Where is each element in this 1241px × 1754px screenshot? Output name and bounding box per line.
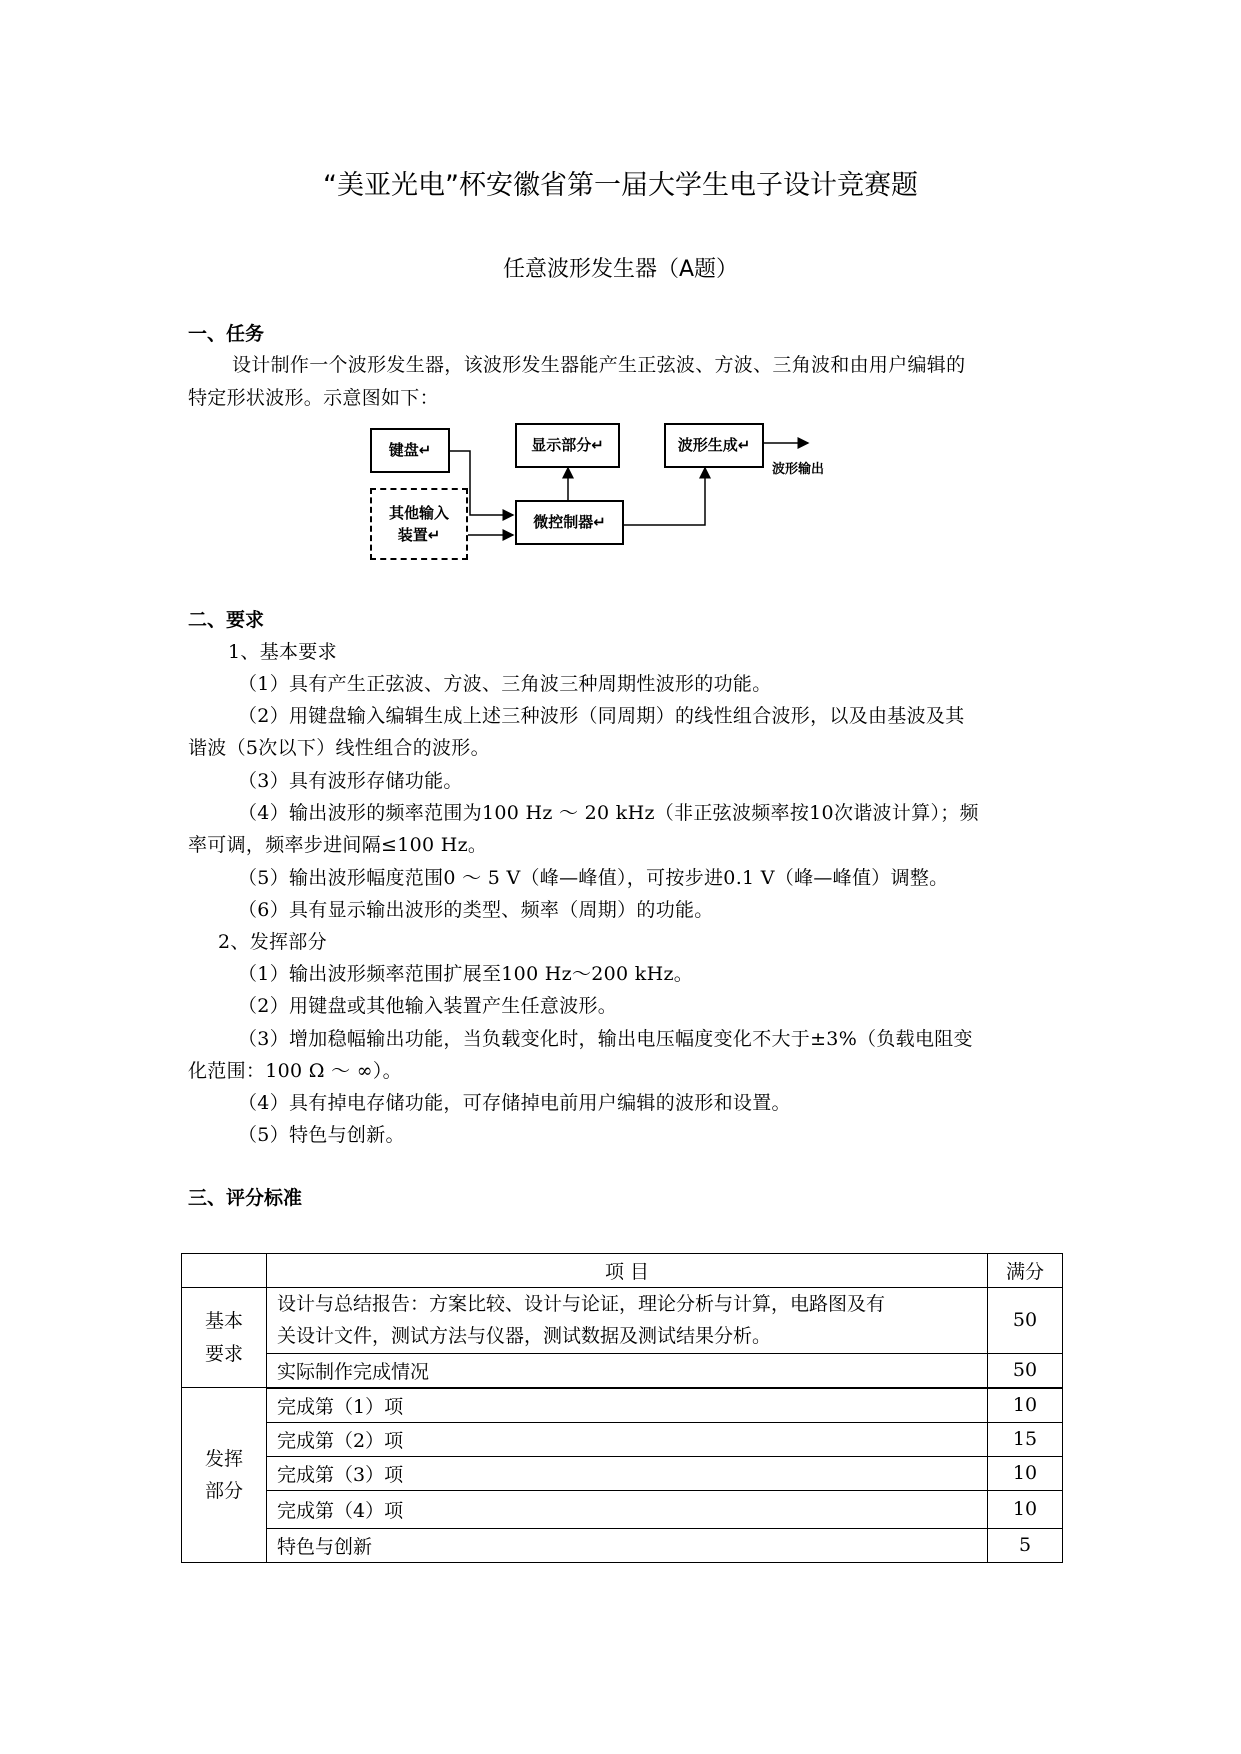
requirement-item: （1）输出波形频率范围扩展至100 Hz～200 kHz。 xyxy=(238,963,694,985)
diagram-other-input-label: 装置↵ xyxy=(397,526,441,544)
table-item-cell: 完成第（4）项 xyxy=(267,1490,988,1528)
diagram-other-input-box xyxy=(370,488,468,560)
table-score-cell: 50 xyxy=(988,1353,1063,1388)
table-item-cell: 完成第（3）项 xyxy=(267,1456,988,1490)
scoring-table xyxy=(181,1253,1063,1563)
table-item-cell xyxy=(267,1288,988,1354)
category-advanced-cell xyxy=(182,1388,267,1563)
block-diagram xyxy=(360,418,840,568)
requirement-item: （2）用键盘或其他输入装置产生任意波形。 xyxy=(238,995,618,1017)
table-row xyxy=(182,1528,1063,1562)
requirement-item: 谐波（5次以下）线性组合的波形。 xyxy=(188,737,490,759)
advanced-requirements-heading: 2、发挥部分 xyxy=(218,931,327,953)
table-item-cell: 完成第（2）项 xyxy=(267,1422,988,1456)
table-item-cell: 完成第（1）项 xyxy=(267,1388,988,1423)
table-header-row xyxy=(182,1254,1063,1288)
diagram-mcu-box: 微控制器↵ xyxy=(515,500,624,545)
section-heading-scoring: 三、评分标准 xyxy=(188,1187,303,1209)
diagram-waveform-gen-box: 波形生成↵ xyxy=(664,423,764,468)
table-score-cell: 10 xyxy=(988,1456,1063,1490)
table-item-cell: 实际制作完成情况 xyxy=(267,1353,988,1388)
task-text-line: 设计制作一个波形发生器，该波形发生器能产生正弦波、方波、三角波和由用户编辑的 xyxy=(232,354,966,376)
diagram-other-input-label: 其他输入 xyxy=(388,503,449,522)
requirement-item: （4）输出波形的频率范围为100 Hz ～ 20 kHz（非正弦波频率按10次谐波计算）；频 xyxy=(238,802,979,824)
requirement-item: （3）具有波形存储功能。 xyxy=(238,770,463,792)
category-basic-cell xyxy=(182,1288,267,1388)
basic-requirements-heading: 1、基本要求 xyxy=(228,641,337,663)
table-score-cell: 10 xyxy=(988,1388,1063,1423)
table-score-cell: 5 xyxy=(988,1528,1063,1562)
task-text-line: 特定形状波形。示意图如下： xyxy=(188,387,439,409)
category-basic-label: 基本 xyxy=(204,1310,243,1333)
category-basic-label: 要求 xyxy=(204,1342,243,1365)
table-score-cell: 15 xyxy=(988,1422,1063,1456)
requirement-item: （5）特色与创新。 xyxy=(238,1124,405,1146)
table-item-cell: 特色与创新 xyxy=(267,1528,988,1562)
table-row xyxy=(182,1288,1063,1354)
requirement-item: （4）具有掉电存储功能，可存储掉电前用户编辑的波形和设置。 xyxy=(238,1092,791,1114)
category-advanced-label: 发挥 xyxy=(204,1447,243,1470)
requirement-item: （5）输出波形幅度范围0 ～ 5 V（峰—峰值），可按步进0.1 V（峰—峰值）调整。 xyxy=(238,867,949,889)
requirement-item: 化范围：100 Ω ～ ∞）。 xyxy=(188,1060,402,1082)
table-row xyxy=(182,1422,1063,1456)
document-title: “美亚光电”杯安徽省第一届大学生电子设计竞赛题 xyxy=(323,170,918,201)
requirement-item: （2）用键盘输入编辑生成上述三种波形（同周期）的线性组合波形，以及由基波及其 xyxy=(238,705,965,727)
section-heading-task: 一、任务 xyxy=(188,323,265,345)
table-item-text: 设计与总结报告：方案比较、设计与论证，理论分析与计算，电路图及有 xyxy=(277,1293,886,1315)
requirement-item: （6）具有显示输出波形的类型、频率（周期）的功能。 xyxy=(238,899,714,921)
table-header-empty xyxy=(182,1254,267,1288)
requirement-item: （3）增加稳幅输出功能，当负载变化时，输出电压幅度变化不大于±3%（负载电阻变 xyxy=(238,1028,973,1050)
table-item-text: 关设计文件，测试方法与仪器，测试数据及测试结果分析。 xyxy=(277,1325,772,1348)
document-subtitle: 任意波形发生器（A题） xyxy=(502,257,739,282)
table-score-cell: 50 xyxy=(988,1288,1063,1354)
table-score-cell: 10 xyxy=(988,1490,1063,1528)
requirement-item: （1）具有产生正弦波、方波、三角波三种周期性波形的功能。 xyxy=(238,673,772,695)
table-header-score: 满分 xyxy=(988,1254,1063,1288)
table-header-item: 项 目 xyxy=(267,1254,988,1288)
table-row xyxy=(182,1490,1063,1528)
table-row xyxy=(182,1388,1063,1423)
table-row xyxy=(182,1353,1063,1388)
table-row xyxy=(182,1456,1063,1490)
diagram-display-box: 显示部分↵ xyxy=(515,423,620,468)
diagram-keyboard-box: 键盘↵ xyxy=(370,428,450,473)
requirement-item: 率可调，频率步进间隔≤100 Hz。 xyxy=(188,834,488,856)
section-heading-requirements: 二、要求 xyxy=(188,609,265,631)
category-advanced-label: 部分 xyxy=(204,1479,243,1502)
diagram-output-label: 波形输出 xyxy=(772,462,825,477)
